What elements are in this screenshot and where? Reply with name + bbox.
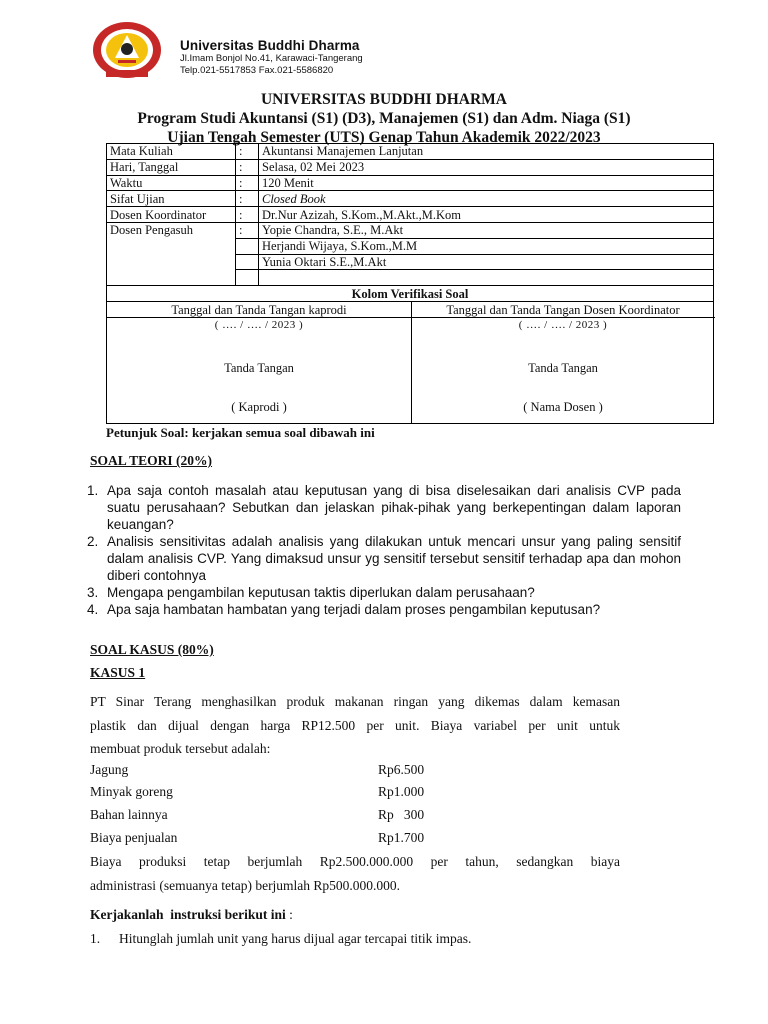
list-item: [87, 533, 681, 584]
label-mata-kuliah: Mata Kuliah: [107, 144, 236, 160]
kaprodi-name: ( Kaprodi ): [231, 400, 287, 414]
info-row-hari: [107, 159, 714, 175]
value-waktu: 120 Menit: [259, 175, 714, 191]
empty-cell: [236, 238, 259, 254]
value-hari: Selasa, 02 Mei 2023: [259, 159, 714, 175]
university-header: [180, 38, 363, 77]
soal-teori-list: [87, 482, 681, 618]
biaya-paragraph-line-2: administrasi (semuanya tetap) berjumlah Rp500.000.000.: [90, 878, 401, 893]
value-mata-kuliah: Akuntansi Manajemen Lanjutan: [259, 144, 714, 160]
title-line-2: Program Studi Akuntansi (S1) (D3), Manajemen (S1) dan Adm. Niaga (S1): [137, 110, 631, 127]
soal-teori-heading: SOAL TEORI (20%): [90, 453, 213, 468]
empty-cell: [259, 270, 714, 286]
kaprodi-header: Tanggal dan Tanda Tangan kaprodi: [107, 302, 411, 318]
colon: :: [236, 144, 259, 160]
value-pengasuh-1: Yopie Chandra, S.E., M.Akt: [259, 222, 714, 238]
university-address: Jl.Imam Bonjol No.41, Karawaci-Tangerang: [180, 53, 363, 64]
cost-value: Rp1.000: [378, 784, 425, 799]
cost-value: Rp 300: [378, 807, 425, 822]
item-number: 3.: [87, 585, 99, 600]
empty-cell: [236, 254, 259, 270]
instruksi-colon: :: [285, 907, 293, 922]
exam-info-table: [106, 143, 714, 286]
colon: :: [236, 222, 259, 238]
info-row-mata-kuliah: [107, 144, 714, 160]
colon: :: [236, 191, 259, 207]
verification-title: Kolom Verifikasi Soal: [107, 286, 713, 302]
colon: :: [236, 175, 259, 191]
koordinator-name: ( Nama Dosen ): [523, 400, 603, 414]
info-row-pengasuh-1: [107, 222, 714, 238]
cost-label: Bahan lainnya: [90, 807, 168, 822]
title-line-1: UNIVERSITAS BUDDHI DHARMA: [260, 91, 508, 108]
task-1-text: Hitunglah jumlah unit yang harus dijual agar tercapai titik impas.: [119, 931, 472, 946]
cost-value: Rp6.500: [378, 762, 425, 777]
koordinator-date: ( …. / …. / 2023 ): [518, 319, 608, 331]
list-item: [87, 482, 681, 533]
item-number: 1.: [87, 483, 99, 498]
kasus-paragraph-line-1: PT Sinar Terang menghasilkan produk makanan ringan yang dikemas dalam kemasan: [90, 694, 620, 709]
soal-kasus-heading: SOAL KASUS (80%): [90, 642, 214, 657]
item-text: Apa saja contoh masalah atau keputusan yang di bisa diselesaikan dari analisis CVP pada suatu perusahaan? Sebutkan dan jelaskan pihak-pihak yang berkepentingan dalam laporan keuangan?: [107, 483, 681, 532]
item-text: Apa saja hambatan hambatan yang terjadi dalam proses pengambilan keputusan?: [107, 602, 601, 617]
petunjuk-soal: Petunjuk Soal: kerjakan semua soal dibawah ini: [106, 425, 375, 440]
item-number: 2.: [87, 534, 99, 549]
title-line-3: Ujian Tengah Semester (UTS) Genap Tahun Akademik 2022/2023: [167, 129, 601, 146]
biaya-paragraph-line-1: Biaya produksi tetap berjumlah Rp2.500.000.000 per tahun, sedangkan biaya: [90, 854, 620, 869]
label-sifat: Sifat Ujian: [107, 191, 236, 207]
label-hari: Hari, Tanggal: [107, 159, 236, 175]
info-row-waktu: [107, 175, 714, 191]
item-number: 4.: [87, 602, 99, 617]
value-pengasuh-3: Yunia Oktari S.E.,M.Akt: [259, 254, 714, 270]
colon: :: [236, 159, 259, 175]
cost-label: Biaya penjualan: [90, 830, 178, 845]
value-koordinator: Dr.Nur Azizah, S.Kom.,M.Akt.,M.Kom: [259, 207, 714, 223]
university-logo: [90, 20, 164, 80]
cost-label: Minyak goreng: [90, 784, 173, 799]
label-waktu: Waktu: [107, 175, 236, 191]
empty-cell: [236, 270, 259, 286]
kaprodi-column: [107, 302, 411, 415]
cost-value: Rp1.700: [378, 830, 425, 845]
task-1-number: 1.: [90, 931, 101, 946]
value-pengasuh-2: Herjandi Wijaya, S.Kom.,M.M: [259, 238, 714, 254]
koordinator-header: Tanggal dan Tanda Tangan Dosen Koordinator: [411, 302, 715, 318]
list-item: [87, 601, 681, 618]
verification-box: [106, 285, 714, 424]
kaprodi-date: ( …. / …. / 2023 ): [214, 319, 304, 331]
exam-titles: [0, 90, 768, 147]
info-row-sifat: [107, 191, 714, 207]
colon: :: [236, 207, 259, 223]
kasus-paragraph-line-2: plastik dan dijual dengan harga RP12.500 per unit. Biaya variabel per unit untuk: [90, 718, 620, 733]
item-text: Analisis sensitivitas adalah analisis yang dilakukan untuk mencari unsur yang paling sensitif dalam analisis CVP. Yang dimaksud unsur yg sensitif tersebut sensitif terhadap apa dan mohon diberi contohnya: [107, 534, 681, 583]
item-text: Mengapa pengambilan keputusan taktis diperlukan dalam perusahaan?: [107, 585, 535, 600]
university-phone: Telp.021-5517853 Fax.021-5586820: [180, 65, 334, 76]
university-name: Universitas Buddhi Dharma: [180, 38, 360, 53]
instruksi-label: Kerjakanlah instruksi berikut ini: [90, 907, 286, 922]
kasus-1-heading: KASUS 1: [90, 665, 146, 680]
kaprodi-sign: Tanda Tangan: [224, 361, 294, 375]
cost-label: Jagung: [90, 762, 129, 777]
list-item: [87, 584, 681, 601]
koordinator-sign: Tanda Tangan: [528, 361, 598, 375]
kasus-paragraph-line-3: membuat produk tersebut adalah:: [90, 741, 271, 756]
instruksi-line: [90, 906, 293, 923]
label-koordinator: Dosen Koordinator: [107, 207, 236, 223]
label-pengasuh: Dosen Pengasuh: [107, 222, 236, 285]
value-sifat: Closed Book: [259, 191, 714, 207]
koordinator-column: [411, 302, 715, 415]
info-row-koordinator: [107, 207, 714, 223]
